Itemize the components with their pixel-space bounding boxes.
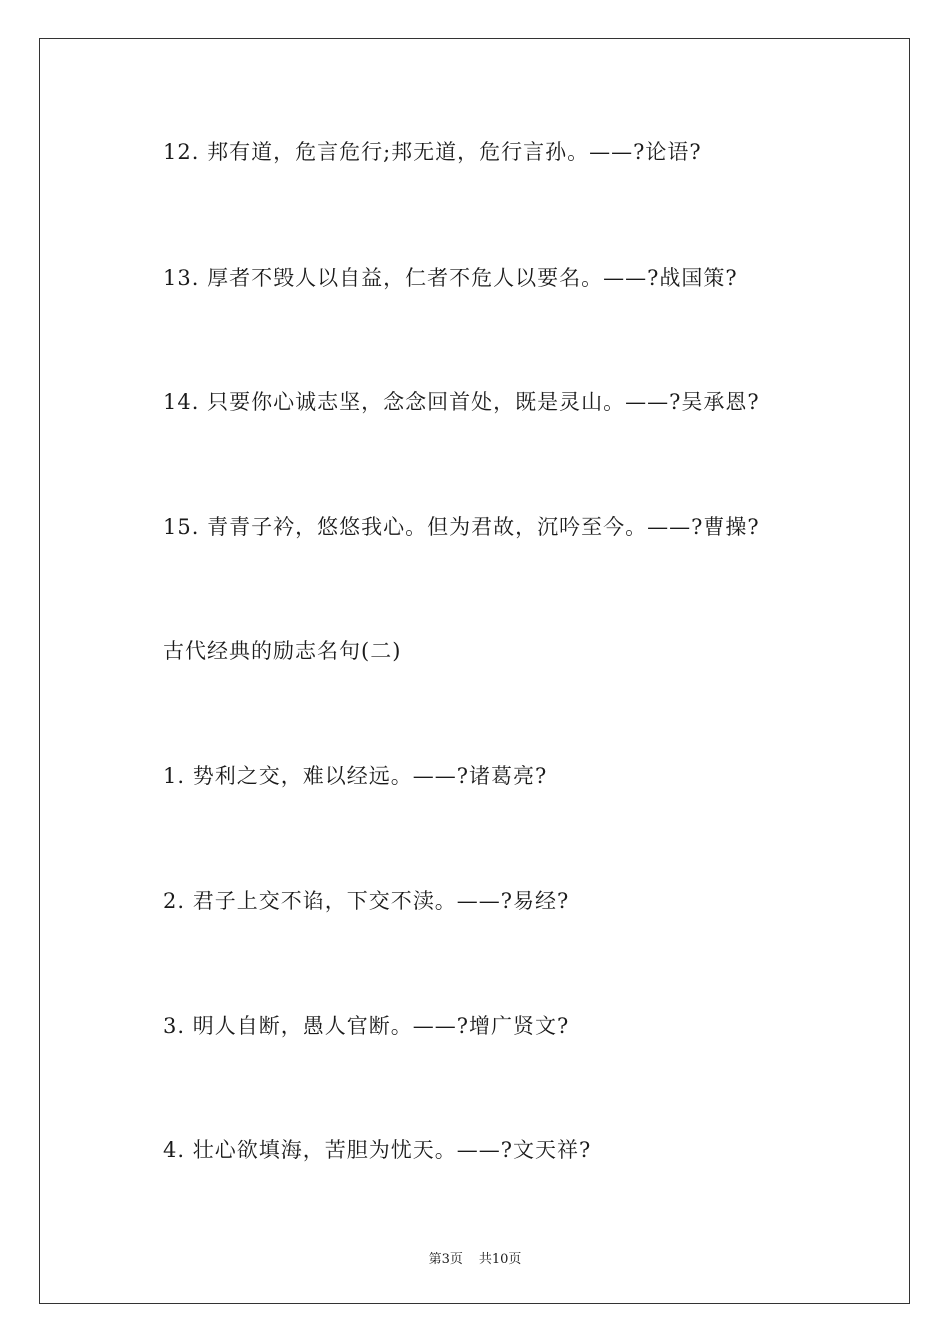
quote-line-1: 1. 势利之交，难以经远。——?诸葛亮? xyxy=(163,764,548,788)
page-frame xyxy=(39,38,910,1304)
quote-line-12: 12. 邦有道，危言危行;邦无道，危行言孙。——?论语? xyxy=(163,140,702,164)
page-footer xyxy=(0,1248,950,1267)
page-total: 共10页 xyxy=(478,1252,522,1267)
quote-line-15: 15. 青青子衿，悠悠我心。但为君故，沉吟至今。——?曹操? xyxy=(163,515,760,539)
page-number: 第3页 xyxy=(428,1252,463,1267)
quote-line-4: 4. 壮心欲填海，苦胆为忧天。——?文天祥? xyxy=(163,1138,592,1162)
quote-line-2: 2. 君子上交不谄，下交不渎。——?易经? xyxy=(163,889,570,913)
quote-line-14: 14. 只要你心诚志坚，念念回首处，既是灵山。——?吴承恩? xyxy=(163,390,760,414)
quote-line-3: 3. 明人自断，愚人官断。——?增广贤文? xyxy=(163,1014,570,1038)
section-heading: 古代经典的励志名句(二) xyxy=(163,639,402,663)
quote-line-13: 13. 厚者不毁人以自益，仁者不危人以要名。——?战国策? xyxy=(163,266,738,290)
